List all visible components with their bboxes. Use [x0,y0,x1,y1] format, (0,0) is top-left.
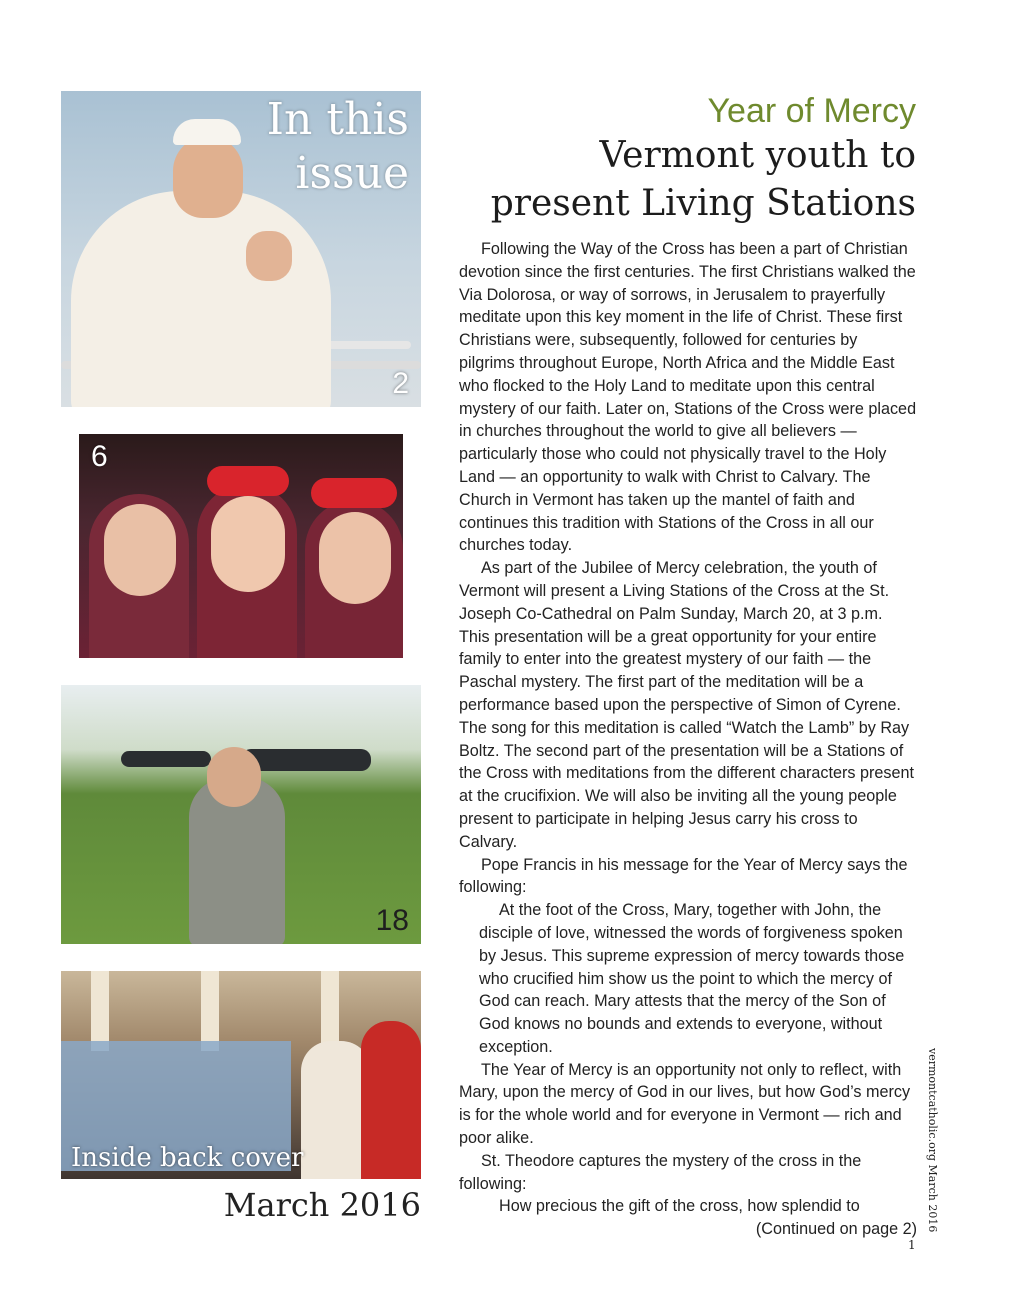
paragraph: Following the Way of the Cross has been a part of Christian devotion since the first centuries. The first Christians walked the Via Dolorosa, or way of sorrows, in Jerusalem to prayerfully meditate upon this key moment in the life of Christ. These first Christians were, subsequently, followed for centuries by pilgrims throughout Europe, North Africa and the Middle East who flocked to the Holy Land to meditate upon this central mystery of our faith. Later on, Stations of the Cross were placed in churches throughout the world to give all believers — particularly those who could not physically travel to the Holy Land — an opportunity to walk with Christ to Calvary. The Church in Vermont has taken up the mantel of faith and continues this tradition with Stations of the Cross in all our churches today. [459,240,917,555]
helicopter [121,751,211,767]
article-kicker: Year of Mercy [707,92,916,130]
page-reference-2: 2 [392,367,409,400]
quote-text: At the foot of the Cross, Mary, together with John, the disciple of love, witnessed the words of forgiveness spoken by Jesus. This supreme expression of mercy towards those who crucified him show us the point to which the mercy of God can reach. Mary attests that the mercy of the Son of God knows no bounds and extends to everyone, without exception. [479,901,905,1056]
paragraph: The Year of Mercy is an opportunity not only to reflect, with Mary, upon the mercy of God in our lives, but how God’s mercy is for the whole world and for everyone in Vermont — rich and poor alike. [459,1060,911,1148]
paragraph: St. Theodore captures the mystery of the cross in the following: [459,1151,862,1193]
bishop [361,1021,421,1179]
page-reference-6: 6 [91,440,108,473]
red-bow [311,478,397,508]
article-body [459,238,917,1241]
issue-date: March 2016 [223,1186,421,1224]
vertical-site-tag: vermontcatholic.org March 2016 [926,1048,939,1233]
page-number: 1 [908,1238,916,1252]
waving-hand [246,231,292,281]
face [319,512,391,604]
page-reference-18: 18 [375,904,409,937]
face [211,496,285,592]
photo-congregation [61,971,421,1179]
inside-back-cover-caption: Inside back cover [71,1143,304,1173]
photo-pope [61,91,421,407]
white-cassock [71,191,331,407]
quote-text: How precious the gift of the cross, how splendid to [499,1197,860,1216]
theodore-quote [479,1195,917,1218]
paragraph: Pope Francis in his message for the Year of Mercy says the following: [459,855,908,897]
pope-quote [479,899,917,1059]
article-headline: Vermont youth to present Living Stations [490,135,916,224]
column [201,971,219,1051]
in-this-issue-heading: In this issue [266,94,409,199]
face [207,747,261,807]
continued-link[interactable]: (Continued on page 2) [755,1220,917,1239]
zucchetto [173,119,241,145]
photo-soldier [61,685,421,944]
photo-girls [79,434,403,658]
red-bow [207,466,289,496]
column [321,971,339,1051]
face [173,136,243,218]
helicopter [241,749,371,771]
face [104,504,176,596]
column [91,971,109,1051]
paragraph: As part of the Jubilee of Mercy celebration, the youth of Vermont will present a Living Stations of the Cross at the St. Joseph Co-Cathedral on Palm Sunday, March 20, at 3 p.m. This presentation will be a great opportunity for your entire family to enter into the greatest mystery of our faith — the Paschal mystery. The first part of the meditation will be a performance based upon the perspective of Simon of Cyrene. The song for this meditation is called “Watch the Lamb” by Ray Boltz. The second part of the presentation will be a Stations of the Cross with meditations from the different characters present at the crucifixion. We will also be inviting all the young people present to participate in helping Jesus carry his cross to Calvary. [459,559,914,851]
